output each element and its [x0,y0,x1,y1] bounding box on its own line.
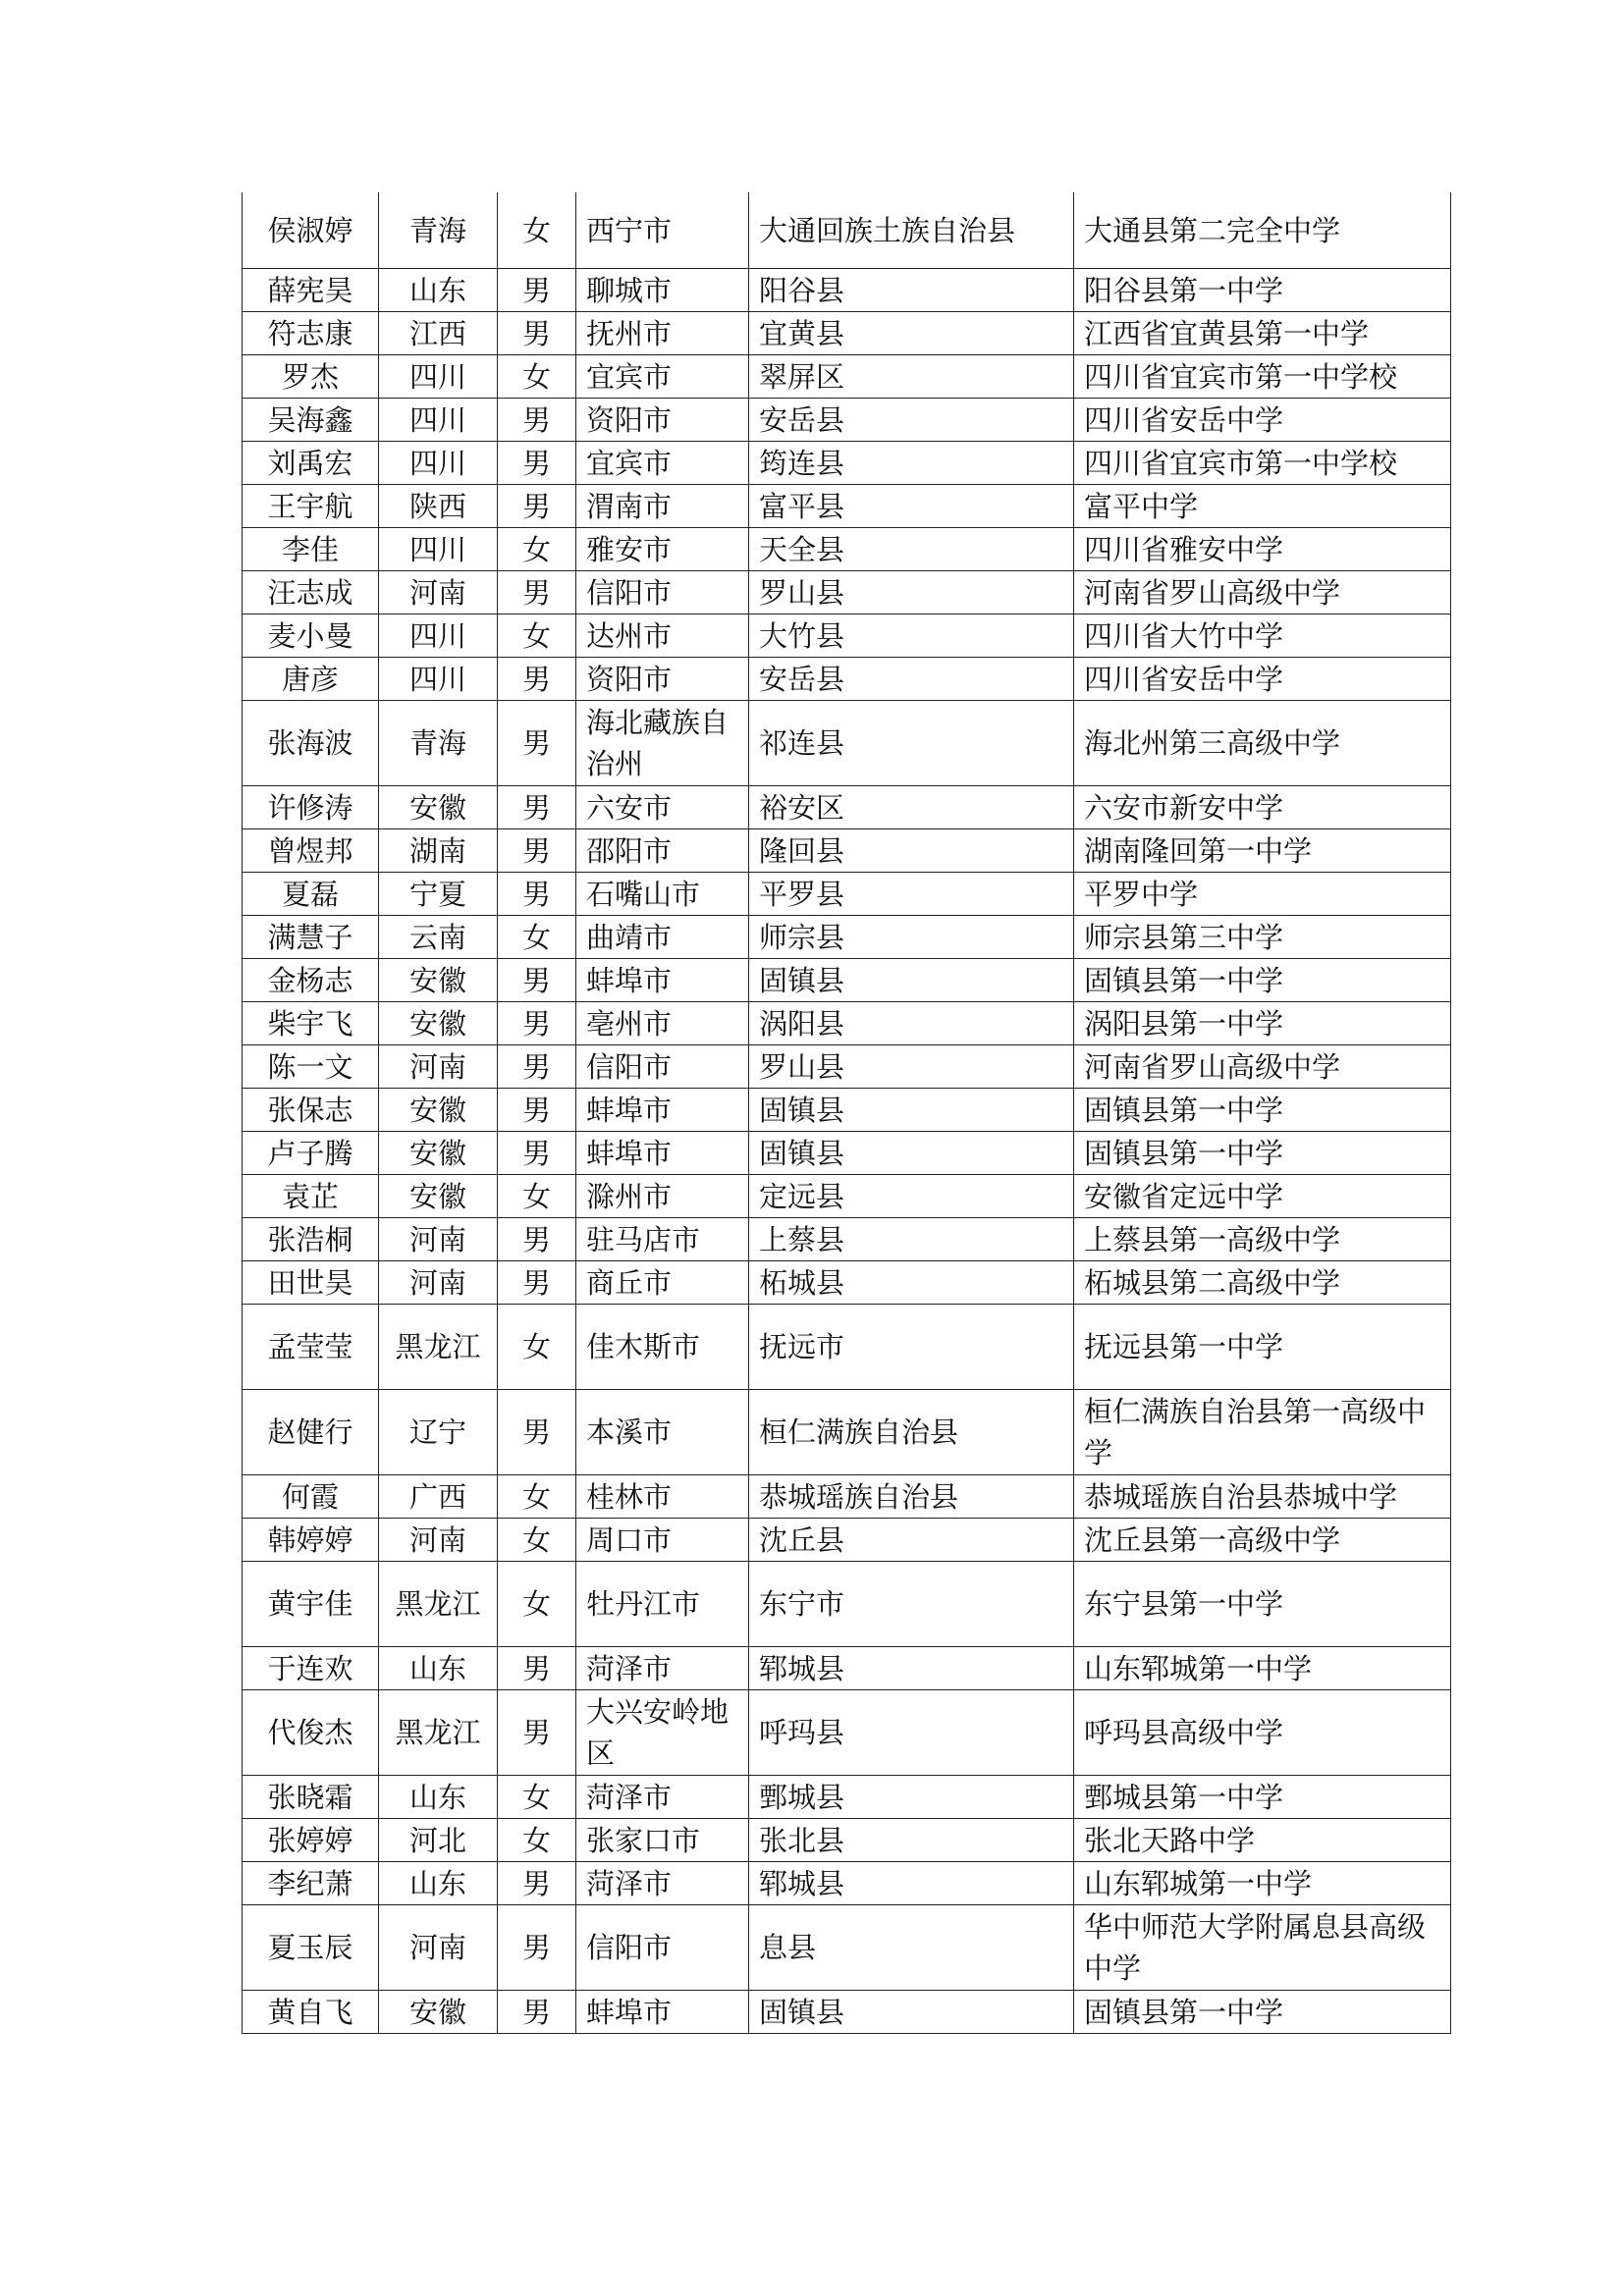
city-cell: 石嘴山市 [576,873,749,916]
student-name-cell: 张海波 [243,701,379,786]
gender-cell: 女 [498,1819,576,1862]
school-cell: 华中师范大学附属息县高级中学 [1074,1905,1451,1991]
gender-cell: 男 [498,442,576,485]
province-cell: 青海 [379,192,498,269]
city-cell: 本溪市 [576,1390,749,1475]
gender-cell: 男 [498,1690,576,1776]
gender-cell: 男 [498,786,576,829]
student-name-cell: 张晓霜 [243,1776,379,1819]
gender-cell: 女 [498,916,576,959]
gender-cell: 男 [498,571,576,614]
student-name-cell: 符志康 [243,312,379,355]
table-row [243,1132,1451,1175]
student-name-cell: 赵健行 [243,1390,379,1475]
student-name-cell: 张婷婷 [243,1819,379,1862]
province-cell: 四川 [379,442,498,485]
county-cell: 抚远市 [749,1305,1074,1390]
county-cell: 固镇县 [749,1132,1074,1175]
county-cell: 上蔡县 [749,1218,1074,1261]
province-cell: 安徽 [379,1132,498,1175]
school-cell: 四川省安岳中学 [1074,399,1451,442]
student-name-cell: 黄自飞 [243,1991,379,2034]
province-cell: 山东 [379,1862,498,1905]
school-cell: 河南省罗山高级中学 [1074,571,1451,614]
province-cell: 宁夏 [379,873,498,916]
gender-cell: 女 [498,1562,576,1647]
student-name-cell: 李纪萧 [243,1862,379,1905]
student-name-cell: 夏玉辰 [243,1905,379,1991]
city-cell: 信阳市 [576,1045,749,1089]
student-name-cell: 田世昊 [243,1261,379,1305]
school-cell: 河南省罗山高级中学 [1074,1045,1451,1089]
student-name-cell: 吴海鑫 [243,399,379,442]
table-row [243,1475,1451,1519]
province-cell: 黑龙江 [379,1562,498,1647]
city-cell: 西宁市 [576,192,749,269]
county-cell: 罗山县 [749,1045,1074,1089]
student-name-cell: 代俊杰 [243,1690,379,1776]
student-name-cell: 黄宇佳 [243,1562,379,1647]
table-row [243,1690,1451,1776]
school-cell: 安徽省定远中学 [1074,1175,1451,1218]
county-cell: 祁连县 [749,701,1074,786]
county-cell: 固镇县 [749,1991,1074,2034]
table-row [243,442,1451,485]
gender-cell: 男 [498,658,576,701]
student-name-cell: 于连欢 [243,1647,379,1690]
county-cell: 阳谷县 [749,269,1074,312]
county-cell: 郓城县 [749,1647,1074,1690]
city-cell: 信阳市 [576,1905,749,1991]
gender-cell: 男 [498,1862,576,1905]
school-cell: 张北天路中学 [1074,1819,1451,1862]
gender-cell: 女 [498,1305,576,1390]
county-cell: 天全县 [749,528,1074,571]
table-row [243,873,1451,916]
gender-cell: 男 [498,485,576,528]
city-cell: 邵阳市 [576,829,749,873]
school-cell: 江西省宜黄县第一中学 [1074,312,1451,355]
province-cell: 河南 [379,571,498,614]
table-row [243,1002,1451,1045]
city-cell: 桂林市 [576,1475,749,1519]
student-name-cell: 侯淑婷 [243,192,379,269]
student-name-cell: 韩婷婷 [243,1519,379,1562]
city-cell: 抚州市 [576,312,749,355]
province-cell: 四川 [379,614,498,658]
city-cell: 六安市 [576,786,749,829]
student-name-cell: 罗杰 [243,355,379,399]
city-cell: 蚌埠市 [576,1991,749,2034]
table-row [243,614,1451,658]
student-name-cell: 何霞 [243,1475,379,1519]
province-cell: 江西 [379,312,498,355]
county-cell: 隆回县 [749,829,1074,873]
school-cell: 鄄城县第一中学 [1074,1776,1451,1819]
city-cell: 渭南市 [576,485,749,528]
table-row [243,1261,1451,1305]
gender-cell: 男 [498,701,576,786]
gender-cell: 男 [498,269,576,312]
county-cell: 沈丘县 [749,1519,1074,1562]
city-cell: 周口市 [576,1519,749,1562]
province-cell: 安徽 [379,786,498,829]
student-name-cell: 刘禹宏 [243,442,379,485]
student-name-cell: 李佳 [243,528,379,571]
table-row [243,528,1451,571]
county-cell: 大通回族土族自治县 [749,192,1074,269]
table-row [243,1776,1451,1819]
table-row [243,571,1451,614]
province-cell: 山东 [379,1647,498,1690]
county-cell: 固镇县 [749,959,1074,1002]
county-cell: 富平县 [749,485,1074,528]
table-row [243,1175,1451,1218]
student-name-cell: 陈一文 [243,1045,379,1089]
gender-cell: 女 [498,1475,576,1519]
school-cell: 四川省宜宾市第一中学校 [1074,442,1451,485]
school-cell: 固镇县第一中学 [1074,959,1451,1002]
province-cell: 云南 [379,916,498,959]
gender-cell: 男 [498,1390,576,1475]
school-cell: 大通县第二完全中学 [1074,192,1451,269]
gender-cell: 女 [498,528,576,571]
gender-cell: 男 [498,1218,576,1261]
gender-cell: 男 [498,1002,576,1045]
city-cell: 蚌埠市 [576,959,749,1002]
table-row [243,1218,1451,1261]
school-cell: 抚远县第一中学 [1074,1305,1451,1390]
gender-cell: 男 [498,1991,576,2034]
student-roster-table [242,192,1451,2034]
school-cell: 阳谷县第一中学 [1074,269,1451,312]
city-cell: 资阳市 [576,399,749,442]
student-name-cell: 张浩桐 [243,1218,379,1261]
city-cell: 信阳市 [576,571,749,614]
county-cell: 柘城县 [749,1261,1074,1305]
gender-cell: 女 [498,614,576,658]
city-cell: 聊城市 [576,269,749,312]
province-cell: 辽宁 [379,1390,498,1475]
student-name-cell: 麦小曼 [243,614,379,658]
county-cell: 安岳县 [749,399,1074,442]
gender-cell: 男 [498,1647,576,1690]
county-cell: 筠连县 [749,442,1074,485]
gender-cell: 女 [498,1519,576,1562]
student-name-cell: 夏磊 [243,873,379,916]
school-cell: 湖南隆回第一中学 [1074,829,1451,873]
gender-cell: 女 [498,192,576,269]
city-cell: 商丘市 [576,1261,749,1305]
county-cell: 涡阳县 [749,1002,1074,1045]
gender-cell: 男 [498,873,576,916]
student-name-cell: 薛宪昊 [243,269,379,312]
city-cell: 大兴安岭地区 [576,1690,749,1776]
table-row [243,192,1451,269]
province-cell: 河南 [379,1045,498,1089]
city-cell: 菏泽市 [576,1862,749,1905]
table-row [243,312,1451,355]
table-row [243,1647,1451,1690]
school-cell: 六安市新安中学 [1074,786,1451,829]
gender-cell: 女 [498,355,576,399]
table-row [243,1991,1451,2034]
gender-cell: 男 [498,399,576,442]
table-row [243,658,1451,701]
county-cell: 东宁市 [749,1562,1074,1647]
province-cell: 黑龙江 [379,1690,498,1776]
province-cell: 四川 [379,399,498,442]
student-name-cell: 许修涛 [243,786,379,829]
city-cell: 滁州市 [576,1175,749,1218]
city-cell: 菏泽市 [576,1647,749,1690]
city-cell: 牡丹江市 [576,1562,749,1647]
county-cell: 大竹县 [749,614,1074,658]
province-cell: 黑龙江 [379,1305,498,1390]
city-cell: 雅安市 [576,528,749,571]
table-row [243,269,1451,312]
city-cell: 张家口市 [576,1819,749,1862]
province-cell: 广西 [379,1475,498,1519]
province-cell: 河南 [379,1261,498,1305]
table-row [243,1305,1451,1390]
county-cell: 桓仁满族自治县 [749,1390,1074,1475]
school-cell: 东宁县第一中学 [1074,1562,1451,1647]
county-cell: 罗山县 [749,571,1074,614]
school-cell: 固镇县第一中学 [1074,1991,1451,2034]
province-cell: 河南 [379,1218,498,1261]
school-cell: 沈丘县第一高级中学 [1074,1519,1451,1562]
province-cell: 安徽 [379,1175,498,1218]
gender-cell: 男 [498,1132,576,1175]
city-cell: 蚌埠市 [576,1132,749,1175]
roster-body [243,192,1451,2034]
province-cell: 四川 [379,658,498,701]
province-cell: 河南 [379,1905,498,1991]
province-cell: 河北 [379,1819,498,1862]
city-cell: 海北藏族自治州 [576,701,749,786]
county-cell: 裕安区 [749,786,1074,829]
city-cell: 宜宾市 [576,442,749,485]
county-cell: 鄄城县 [749,1776,1074,1819]
county-cell: 安岳县 [749,658,1074,701]
city-cell: 资阳市 [576,658,749,701]
student-name-cell: 满慧子 [243,916,379,959]
school-cell: 上蔡县第一高级中学 [1074,1218,1451,1261]
table-row [243,916,1451,959]
province-cell: 山东 [379,1776,498,1819]
city-cell: 佳木斯市 [576,1305,749,1390]
county-cell: 息县 [749,1905,1074,1991]
school-cell: 呼玛县高级中学 [1074,1690,1451,1776]
table-row [243,1390,1451,1475]
school-cell: 固镇县第一中学 [1074,1132,1451,1175]
province-cell: 四川 [379,528,498,571]
county-cell: 恭城瑶族自治县 [749,1475,1074,1519]
county-cell: 宜黄县 [749,312,1074,355]
province-cell: 湖南 [379,829,498,873]
county-cell: 固镇县 [749,1089,1074,1132]
school-cell: 师宗县第三中学 [1074,916,1451,959]
student-name-cell: 张保志 [243,1089,379,1132]
table-row [243,355,1451,399]
gender-cell: 男 [498,829,576,873]
student-name-cell: 柴宇飞 [243,1002,379,1045]
student-name-cell: 金杨志 [243,959,379,1002]
gender-cell: 女 [498,1776,576,1819]
province-cell: 安徽 [379,959,498,1002]
school-cell: 桓仁满族自治县第一高级中学 [1074,1390,1451,1475]
student-name-cell: 孟莹莹 [243,1305,379,1390]
city-cell: 蚌埠市 [576,1089,749,1132]
gender-cell: 男 [498,959,576,1002]
school-cell: 山东郓城第一中学 [1074,1647,1451,1690]
table-row [243,1562,1451,1647]
province-cell: 安徽 [379,1089,498,1132]
province-cell: 四川 [379,355,498,399]
city-cell: 宜宾市 [576,355,749,399]
table-row [243,1045,1451,1089]
school-cell: 四川省安岳中学 [1074,658,1451,701]
student-name-cell: 唐彦 [243,658,379,701]
gender-cell: 男 [498,1905,576,1991]
school-cell: 山东郓城第一中学 [1074,1862,1451,1905]
city-cell: 亳州市 [576,1002,749,1045]
school-cell: 海北州第三高级中学 [1074,701,1451,786]
province-cell: 安徽 [379,1991,498,2034]
gender-cell: 女 [498,1175,576,1218]
city-cell: 驻马店市 [576,1218,749,1261]
school-cell: 四川省大竹中学 [1074,614,1451,658]
table-row [243,399,1451,442]
gender-cell: 男 [498,312,576,355]
student-name-cell: 卢子腾 [243,1132,379,1175]
county-cell: 平罗县 [749,873,1074,916]
table-row [243,485,1451,528]
table-row [243,959,1451,1002]
county-cell: 定远县 [749,1175,1074,1218]
table-row [243,1862,1451,1905]
table-row [243,1519,1451,1562]
city-cell: 菏泽市 [576,1776,749,1819]
gender-cell: 男 [498,1261,576,1305]
school-cell: 固镇县第一中学 [1074,1089,1451,1132]
county-cell: 郓城县 [749,1862,1074,1905]
county-cell: 师宗县 [749,916,1074,959]
school-cell: 四川省宜宾市第一中学校 [1074,355,1451,399]
school-cell: 富平中学 [1074,485,1451,528]
county-cell: 呼玛县 [749,1690,1074,1776]
table-row [243,701,1451,786]
gender-cell: 男 [498,1045,576,1089]
province-cell: 安徽 [379,1002,498,1045]
city-cell: 达州市 [576,614,749,658]
province-cell: 山东 [379,269,498,312]
table-row [243,1905,1451,1991]
province-cell: 河南 [379,1519,498,1562]
student-name-cell: 曾煜邦 [243,829,379,873]
province-cell: 陕西 [379,485,498,528]
county-cell: 翠屏区 [749,355,1074,399]
gender-cell: 男 [498,1089,576,1132]
table-row [243,1819,1451,1862]
student-name-cell: 汪志成 [243,571,379,614]
school-cell: 四川省雅安中学 [1074,528,1451,571]
student-name-cell: 袁芷 [243,1175,379,1218]
province-cell: 青海 [379,701,498,786]
school-cell: 涡阳县第一中学 [1074,1002,1451,1045]
table-row [243,829,1451,873]
county-cell: 张北县 [749,1819,1074,1862]
school-cell: 柘城县第二高级中学 [1074,1261,1451,1305]
city-cell: 曲靖市 [576,916,749,959]
table-row [243,1089,1451,1132]
school-cell: 平罗中学 [1074,873,1451,916]
school-cell: 恭城瑶族自治县恭城中学 [1074,1475,1451,1519]
student-name-cell: 王宇航 [243,485,379,528]
table-row [243,786,1451,829]
